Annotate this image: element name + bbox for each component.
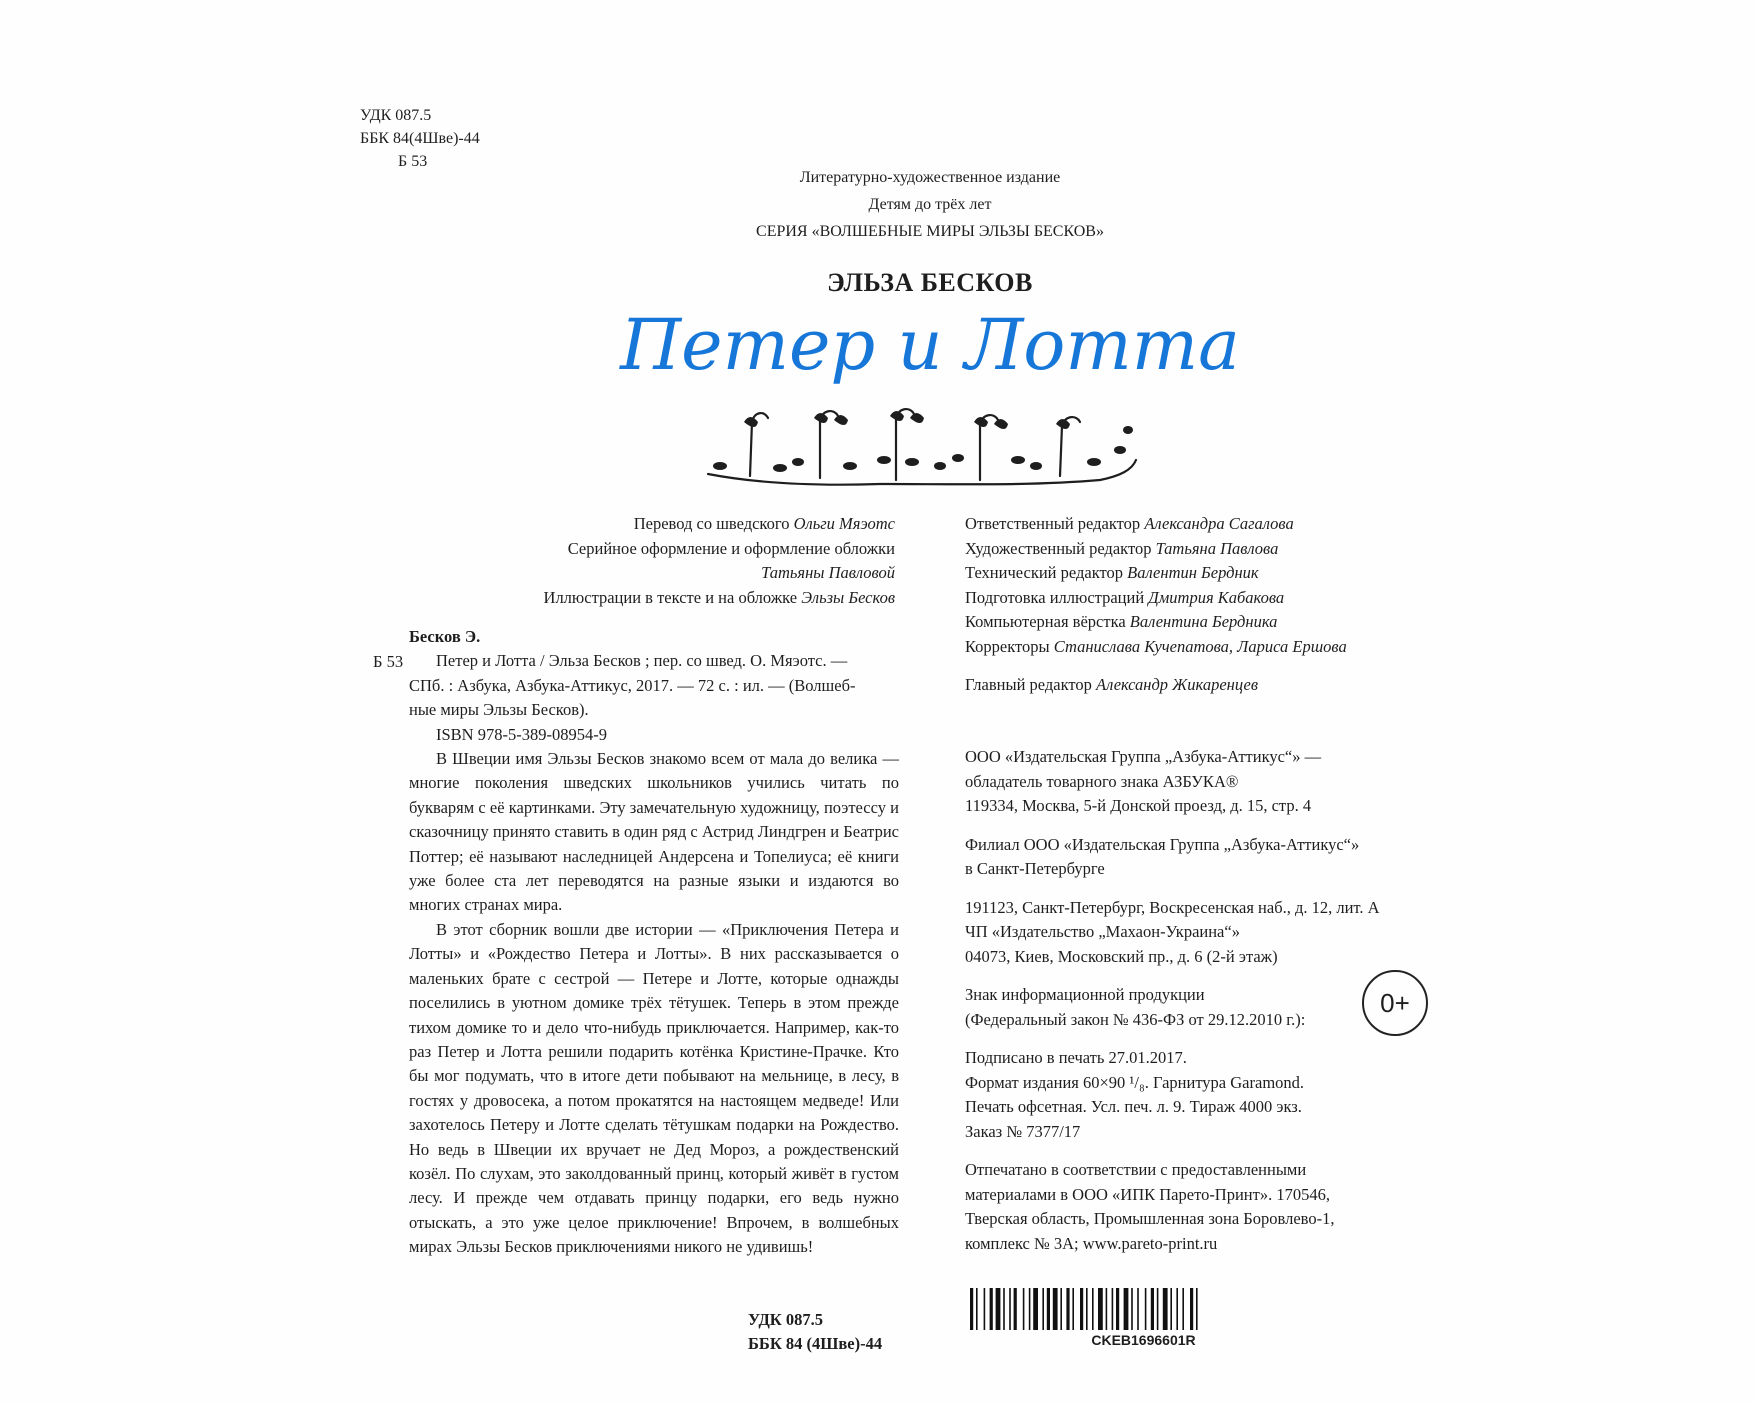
- credits-right: [965, 512, 1347, 698]
- isbn: ISBN 978-5-389-08954-9: [436, 724, 607, 744]
- barcode: [970, 1288, 1317, 1330]
- annotation-para1: В Швеции имя Эльзы Бесков знакомо всем от мала до велика — многие поколения шведских школьников учились читать по букварям с её картинками. Эту замечательную художницу, поэтессу и сказочницу принято ставить в один ряд с Астрид Линдгрен и Беатрис Поттер; её называют наследницей Андерсена и Топелиуса; её книги уже более ста лет переводятся на разные языки и издаются во многих странах мира.: [409, 749, 899, 915]
- illustration-prep-line: Подготовка иллюстраций Дмитрия Кабакова: [965, 587, 1285, 607]
- biblio-entry-line2: СПб. : Азбука, Азбука-Аттикус, 2017. — 72 с. : ил. — (Волшеб-: [409, 675, 856, 695]
- printer-info: Отпечатано в соответствии с предоставленными материалами в ООО «ИПК Парето-Принт». 170546, Тверская область, Промышленная зона Боровлево-1, комплекс № 3А; www.pareto-print.ru: [965, 1160, 1335, 1253]
- annotation-para2: В этот сборник вошли две истории — «Приключения Петера и Лотты» и «Рождество Петера и Лотты». В них рассказывается о маленьких брате с сестрой — Петере и Лотте, которые однажды поселились в уютном домике трёх тётушек. Теперь в этом прежде тихом домике то и дело что-нибудь приключается. Например, как-то раз Петер и Лотта решили подарить котёнка Кристине-Прачке. Кто бы мог подумать, что в итоге дети побывают на мельнице, в лесу, в гостях у дровосека, а потом прокатятся на настоящем медведе! Или захотелось Петеру и Лотте сделать тётушкам подарки на Рождество. Но ведь в Швеции их вручает не Дед Мороз, а рождественский козёл. По слухам, это заколдованный принц, который живёт в густом лесу. И прежде чем отдавать принцу подарки, его ведь нужно отыскать, а это уже целое приключение! Впрочем, в волшебных мирах Эльзы Бесков приключениями никого не удивишь!: [409, 919, 899, 1257]
- author-sign: Б 53: [398, 153, 428, 170]
- age-rating-badge: 0+: [1362, 970, 1428, 1036]
- flower-ornament: [700, 400, 1160, 492]
- book-author: ЭЛЬЗА БЕСКОВ: [827, 268, 1033, 297]
- print-details: Подписано в печать 27.01.2017. Формат издания 60×90 ¹/₈. Гарнитура Garamond. Печать офсетная. Усл. печ. л. 9. Тираж 4000 экз. Заказ № 7377/17: [965, 1048, 1305, 1141]
- credits-left: [544, 512, 895, 610]
- udk-code: УДК 087.5: [360, 107, 432, 124]
- branch-info: Филиал ООО «Издательская Группа „Азбука-Аттикус“» в Санкт-Петербурге: [965, 834, 1360, 878]
- art-editor-line: Художественный редактор Татьяна Павлова: [965, 538, 1279, 558]
- edition-type: Литературно-художественное издание: [799, 169, 1061, 186]
- bbk-bottom-code: ББК 84 (4Шве)-44: [748, 1334, 883, 1353]
- age-audience: Детям до трёх лет: [868, 196, 992, 213]
- biblio-entry-line1: Петер и Лотта / Эльза Бесков ; пер. со швед. О. Мяэотс. —: [436, 651, 848, 671]
- chief-editor-line: Главный редактор Александр Жикаренцев: [965, 675, 1258, 694]
- biblio-code: Б 53: [373, 652, 404, 671]
- branch-address: 191123, Санкт-Петербург, Воскресенская наб., д. 12, лит. А ЧП «Издательство „Махаон-Украина“» 04073, Киев, Московский пр., д. 6 (2-й этаж): [965, 897, 1380, 966]
- barcode-text: CKEB1696601R: [1091, 1332, 1196, 1348]
- proofreaders-line: Корректоры Станислава Кучепатова, Лариса Ершова: [965, 636, 1347, 656]
- series-name: СЕРИЯ «ВОЛШЕБНЫЕ МИРЫ ЭЛЬЗЫ БЕСКОВ»: [756, 223, 1104, 240]
- design-line: Серийное оформление и оформление обложки: [567, 538, 895, 558]
- bbk-code: ББК 84(4Шве)-44: [360, 130, 480, 147]
- book-title: Петер и Лотта: [620, 304, 1240, 386]
- tech-editor-line: Технический редактор Валентин Бердник: [965, 563, 1259, 582]
- illustrator-line: Иллюстрации в тексте и на обложке Эльзы Бесков: [543, 587, 895, 607]
- edition-header: [500, 164, 1360, 245]
- info-product-sign: Знак информационной продукции (Федеральный закон № 436-ФЗ от 29.12.2010 г.):: [965, 985, 1306, 1029]
- bibliographic-record: [373, 625, 899, 1260]
- publisher-address: ООО «Издательская Группа „Азбука-Аттикус“» — обладатель товарного знака АЗБУКА® 119334, Москва, 5-й Донской проезд, д. 15, стр. 4: [965, 747, 1322, 815]
- layout-line: Компьютерная вёрстка Валентина Бердника: [965, 612, 1278, 631]
- udk-bottom: [748, 1308, 882, 1356]
- editor-line: Ответственный редактор Александра Сагалова: [965, 514, 1294, 533]
- udk-block: [360, 104, 480, 173]
- biblio-entry-line3: ные миры Эльзы Бесков).: [409, 700, 589, 720]
- designer-name: Татьяны Павловой: [761, 563, 895, 582]
- translator-line: Перевод со шведского Ольги Мяэотс: [633, 514, 895, 533]
- udk-bottom-code: УДК 087.5: [748, 1310, 824, 1329]
- biblio-author: Бесков Э.: [409, 627, 481, 646]
